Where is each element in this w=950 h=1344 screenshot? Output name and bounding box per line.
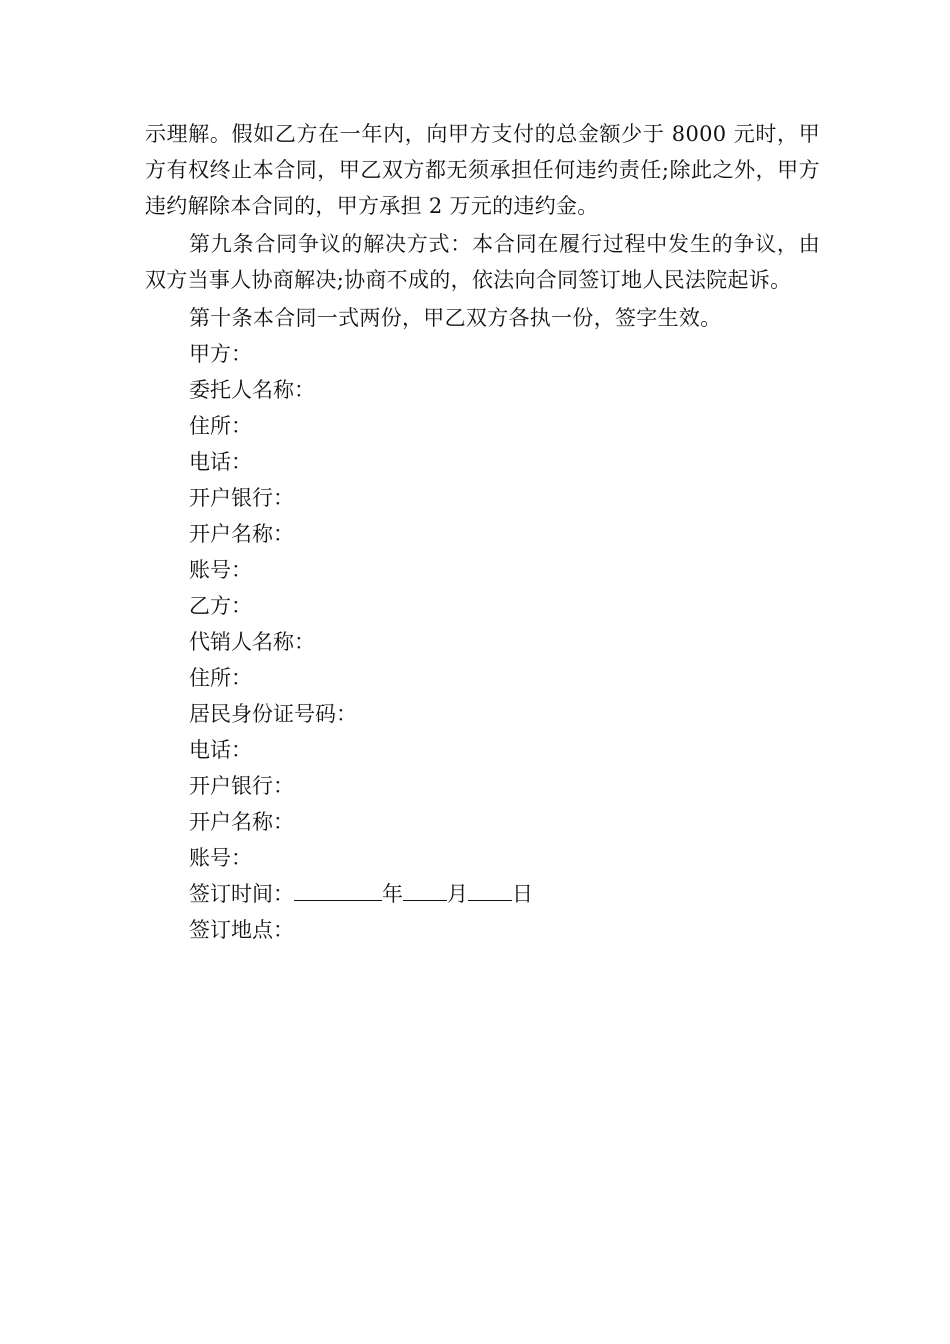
party-a-account-name-label: 开户名称： — [189, 522, 294, 546]
signing-place-label: 签订地点： — [189, 918, 294, 942]
paragraph-article-10: 第十条本合同一式两份，甲乙双方各执一份，签字生效。 — [189, 306, 722, 330]
signing-time-line — [145, 876, 820, 912]
party-a-address-label: 住所： — [189, 414, 252, 438]
party-b-account-number-label: 账号： — [189, 846, 252, 870]
day-label: 日 — [512, 882, 533, 906]
document-page — [145, 116, 820, 948]
party-b-title: 乙方： — [189, 594, 252, 618]
year-label: 年 — [382, 882, 403, 906]
party-b-address-label: 住所： — [189, 666, 252, 690]
month-blank — [403, 878, 447, 901]
paragraph-article-9: 第九条合同争议的解决方式：本合同在履行过程中发生的争议，由双方当事人协商解决;协商不成的，依法向合同签订地人民法院起诉。 — [145, 232, 820, 292]
year-blank — [294, 878, 382, 901]
party-a-bank-label: 开户银行： — [189, 486, 294, 510]
signing-time-label: 签订时间： — [189, 882, 294, 906]
paragraph-continuation: 示理解。假如乙方在一年内，向甲方支付的总金额少于 8000 元时，甲方有权终止本合同，甲乙双方都无须承担任何违约责任;除此之外，甲方违约解除本合同的，甲方承担 2 万元的违约金。 — [145, 122, 820, 218]
party-b-phone-label: 电话： — [189, 738, 252, 762]
party-b-account-name-label: 开户名称： — [189, 810, 294, 834]
party-a-account-number-label: 账号： — [189, 558, 252, 582]
party-b-bank-label: 开户银行： — [189, 774, 294, 798]
party-a-client-name-label: 委托人名称： — [189, 378, 315, 402]
month-label: 月 — [447, 882, 468, 906]
party-b-id-number-label: 居民身份证号码： — [189, 702, 357, 726]
party-a-phone-label: 电话： — [189, 450, 252, 474]
day-blank — [468, 878, 512, 901]
party-b-agent-name-label: 代销人名称： — [189, 630, 315, 654]
party-a-title: 甲方： — [189, 342, 252, 366]
